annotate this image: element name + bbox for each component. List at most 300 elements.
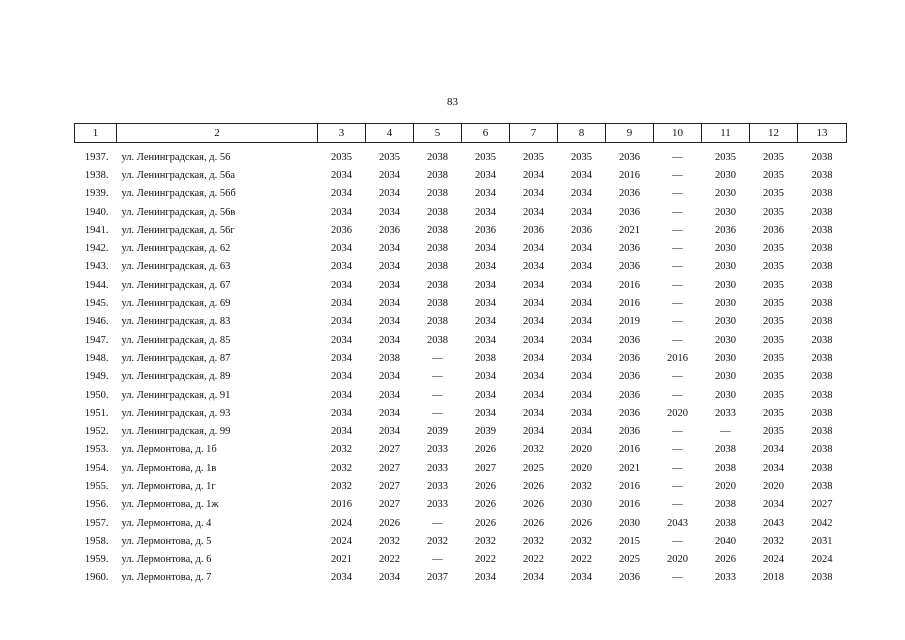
address-cell: ул. Лермонтова, д. 4 xyxy=(121,517,212,529)
table-row xyxy=(75,143,847,167)
year-cell: 2038 xyxy=(811,224,833,236)
table-row xyxy=(75,514,847,532)
year-cell: 2035 xyxy=(715,151,736,163)
year-cell: 2034 xyxy=(571,169,592,181)
year-cell: 2027 xyxy=(811,499,833,511)
year-cell: 2034 xyxy=(379,279,400,291)
table-row xyxy=(75,166,847,184)
year-cell: 2030 xyxy=(715,206,736,218)
year-cell: 2027 xyxy=(379,462,400,474)
row-number: 1953. xyxy=(84,444,109,456)
year-cell: 2038 xyxy=(427,316,448,328)
year-cell: 2018 xyxy=(763,572,784,584)
year-cell: 2038 xyxy=(811,407,833,419)
year-cell: 2033 xyxy=(427,499,448,511)
table-row xyxy=(75,532,847,550)
year-cell: 2034 xyxy=(571,371,592,383)
year-cell: 2035 xyxy=(763,188,784,200)
year-cell: 2036 xyxy=(619,188,640,200)
year-cell: 2026 xyxy=(379,517,400,529)
year-cell: 2038 xyxy=(811,261,833,273)
table-row xyxy=(75,496,847,514)
row-number: 1940. xyxy=(84,206,109,218)
year-cell: 2038 xyxy=(811,298,833,310)
year-cell: 2038 xyxy=(811,243,833,255)
year-cell: 2035 xyxy=(763,206,784,218)
year-cell: 2034 xyxy=(379,188,400,200)
address-cell: ул. Ленинградская, д. 91 xyxy=(121,389,231,401)
year-cell: 2016 xyxy=(619,279,640,291)
year-cell: 2032 xyxy=(571,535,592,547)
year-cell: 2026 xyxy=(715,554,736,566)
row-number: 1955. xyxy=(84,480,109,492)
address-cell: ул. Ленинградская, д. 87 xyxy=(121,352,231,364)
year-cell: 2026 xyxy=(475,480,496,492)
year-cell: 2027 xyxy=(379,499,400,511)
row-number: 1937. xyxy=(84,151,109,163)
address-cell: ул. Лермонтова, д. 1г xyxy=(121,480,216,492)
year-cell: 2034 xyxy=(763,444,784,456)
year-cell: 2034 xyxy=(523,389,544,401)
year-cell: 2032 xyxy=(427,535,448,547)
table-row xyxy=(75,313,847,331)
address-cell: ул. Ленинградская, д. 56 xyxy=(121,151,231,163)
year-cell: 2034 xyxy=(571,572,592,584)
year-cell: 2036 xyxy=(619,572,640,584)
year-cell: 2025 xyxy=(523,462,544,474)
address-cell: ул. Лермонтова, д. 1б xyxy=(121,444,217,456)
year-cell: 2038 xyxy=(427,169,448,181)
address-cell: ул. Ленинградская, д. 56а xyxy=(121,169,236,181)
year-cell: 2034 xyxy=(763,499,784,511)
year-cell: 2040 xyxy=(715,535,736,547)
address-cell: ул. Ленинградская, д. 56б xyxy=(121,188,236,200)
year-cell: — xyxy=(672,169,683,181)
year-cell: 2034 xyxy=(571,389,592,401)
year-cell: 2038 xyxy=(811,206,833,218)
year-cell: 2035 xyxy=(763,169,784,181)
year-cell: 2034 xyxy=(523,572,544,584)
year-cell: 2020 xyxy=(763,480,784,492)
year-cell: — xyxy=(672,206,683,218)
column-header-12: 12 xyxy=(750,124,798,143)
table-row xyxy=(75,551,847,569)
year-cell: 2036 xyxy=(331,224,352,236)
year-cell: 2033 xyxy=(715,572,736,584)
column-header-10: 10 xyxy=(654,124,702,143)
year-cell: 2034 xyxy=(523,188,544,200)
column-header-1: 1 xyxy=(75,124,117,143)
year-cell: 2034 xyxy=(475,261,496,273)
year-cell: — xyxy=(672,224,683,236)
year-cell: 2034 xyxy=(331,572,352,584)
row-number: 1943. xyxy=(84,261,109,273)
row-number: 1938. xyxy=(84,169,109,181)
year-cell: — xyxy=(432,352,443,364)
table-row xyxy=(75,294,847,312)
year-cell: 2022 xyxy=(571,554,592,566)
year-cell: 2034 xyxy=(475,279,496,291)
year-cell: 2038 xyxy=(475,352,496,364)
address-cell: ул. Ленинградская, д. 56в xyxy=(121,206,236,218)
year-cell: 2034 xyxy=(475,298,496,310)
year-cell: 2016 xyxy=(619,298,640,310)
year-cell: 2034 xyxy=(475,371,496,383)
year-cell: 2034 xyxy=(379,316,400,328)
year-cell: 2036 xyxy=(619,352,640,364)
address-cell: ул. Ленинградская, д. 63 xyxy=(121,261,231,273)
column-header-3: 3 xyxy=(318,124,366,143)
year-cell: 2035 xyxy=(763,426,784,438)
year-cell: 2038 xyxy=(811,462,833,474)
year-cell: 2038 xyxy=(427,188,448,200)
year-cell: 2034 xyxy=(475,389,496,401)
year-cell: 2032 xyxy=(475,535,496,547)
year-cell: 2026 xyxy=(571,517,592,529)
year-cell: 2034 xyxy=(475,316,496,328)
table-row xyxy=(75,404,847,422)
year-cell: 2034 xyxy=(379,334,400,346)
year-cell: — xyxy=(672,371,683,383)
year-cell: 2038 xyxy=(811,572,833,584)
year-cell: 2024 xyxy=(811,554,833,566)
year-cell: 2034 xyxy=(331,352,352,364)
address-cell: ул. Лермонтова, д. 1ж xyxy=(121,499,219,511)
table-row xyxy=(75,368,847,386)
address-cell: ул. Ленинградская, д. 69 xyxy=(121,298,231,310)
year-cell: 2030 xyxy=(715,334,736,346)
table-row xyxy=(75,239,847,257)
year-cell: 2034 xyxy=(379,371,400,383)
column-header-8: 8 xyxy=(558,124,606,143)
year-cell: 2034 xyxy=(331,169,352,181)
year-cell: 2032 xyxy=(379,535,400,547)
year-cell: 2036 xyxy=(619,261,640,273)
year-cell: 2034 xyxy=(331,243,352,255)
year-cell: 2016 xyxy=(619,480,640,492)
year-cell: 2027 xyxy=(379,480,400,492)
address-cell: ул. Лермонтова, д. 1в xyxy=(121,462,217,474)
year-cell: — xyxy=(672,151,683,163)
column-header-9: 9 xyxy=(606,124,654,143)
year-cell: 2030 xyxy=(715,389,736,401)
table-row xyxy=(75,386,847,404)
address-cell: ул. Ленинградская, д. 89 xyxy=(121,371,231,383)
year-cell: 2026 xyxy=(475,517,496,529)
year-cell: 2038 xyxy=(427,243,448,255)
year-cell: 2036 xyxy=(763,224,784,236)
year-cell: — xyxy=(432,371,443,383)
year-cell: 2035 xyxy=(763,279,784,291)
year-cell: 2032 xyxy=(331,444,352,456)
year-cell: 2034 xyxy=(523,407,544,419)
year-cell: 2036 xyxy=(619,407,640,419)
year-cell: 2016 xyxy=(619,499,640,511)
year-cell: 2038 xyxy=(811,389,833,401)
year-cell: 2035 xyxy=(331,151,352,163)
year-cell: 2038 xyxy=(427,279,448,291)
year-cell: 2034 xyxy=(379,243,400,255)
table-row xyxy=(75,185,847,203)
year-cell: — xyxy=(432,554,443,566)
table-row xyxy=(75,441,847,459)
year-cell: 2030 xyxy=(715,169,736,181)
year-cell: 2035 xyxy=(379,151,400,163)
row-number: 1958. xyxy=(84,535,109,547)
year-cell: 2032 xyxy=(331,462,352,474)
year-cell: 2038 xyxy=(811,334,833,346)
year-cell: 2034 xyxy=(523,298,544,310)
year-cell: — xyxy=(432,407,443,419)
year-cell: 2036 xyxy=(523,224,544,236)
year-cell: — xyxy=(672,316,683,328)
year-cell: 2034 xyxy=(571,334,592,346)
year-cell: 2035 xyxy=(523,151,544,163)
year-cell: 2035 xyxy=(763,407,784,419)
row-number: 1959. xyxy=(84,554,109,566)
year-cell: 2034 xyxy=(523,426,544,438)
year-cell: 2034 xyxy=(523,334,544,346)
year-cell: 2026 xyxy=(523,480,544,492)
address-cell: ул. Ленинградская, д. 83 xyxy=(121,316,231,328)
year-cell: 2036 xyxy=(619,206,640,218)
year-cell: 2038 xyxy=(811,444,833,456)
row-number: 1939. xyxy=(84,188,109,200)
year-cell: 2034 xyxy=(379,298,400,310)
year-cell: 2032 xyxy=(523,535,544,547)
table-row xyxy=(75,258,847,276)
year-cell: — xyxy=(672,298,683,310)
year-cell: 2032 xyxy=(763,535,784,547)
year-cell: 2036 xyxy=(619,389,640,401)
year-cell: 2026 xyxy=(523,499,544,511)
address-cell: ул. Ленинградская, д. 67 xyxy=(121,279,231,291)
year-cell: 2016 xyxy=(619,169,640,181)
table-row xyxy=(75,569,847,587)
year-cell: 2038 xyxy=(379,352,400,364)
row-number: 1942. xyxy=(84,243,109,255)
year-cell: 2032 xyxy=(523,444,544,456)
header-row xyxy=(75,124,847,143)
year-cell: 2034 xyxy=(331,279,352,291)
year-cell: 2035 xyxy=(571,151,592,163)
year-cell: 2034 xyxy=(331,334,352,346)
year-cell: 2034 xyxy=(475,169,496,181)
year-cell: 2036 xyxy=(715,224,736,236)
year-cell: 2034 xyxy=(331,261,352,273)
year-cell: 2033 xyxy=(427,444,448,456)
address-cell: ул. Ленинградская, д. 99 xyxy=(121,426,231,438)
year-cell: 2034 xyxy=(475,407,496,419)
row-number: 1949. xyxy=(84,371,109,383)
table-row xyxy=(75,221,847,239)
year-cell: 2022 xyxy=(475,554,496,566)
year-cell: 2036 xyxy=(619,426,640,438)
year-cell: 2038 xyxy=(427,206,448,218)
column-header-7: 7 xyxy=(510,124,558,143)
year-cell: 2038 xyxy=(811,352,833,364)
year-cell: 2034 xyxy=(523,206,544,218)
year-cell: 2034 xyxy=(331,206,352,218)
year-cell: 2034 xyxy=(331,426,352,438)
year-cell: 2038 xyxy=(811,371,833,383)
year-cell: 2034 xyxy=(379,169,400,181)
year-cell: 2027 xyxy=(379,444,400,456)
year-cell: 2039 xyxy=(475,426,496,438)
year-cell: — xyxy=(432,517,443,529)
row-number: 1944. xyxy=(84,279,109,291)
year-cell: 2034 xyxy=(523,169,544,181)
row-number: 1946. xyxy=(84,316,109,328)
year-cell: 2034 xyxy=(763,462,784,474)
column-header-2: 2 xyxy=(117,124,318,143)
year-cell: 2036 xyxy=(379,224,400,236)
year-cell: 2020 xyxy=(667,554,688,566)
row-number: 1952. xyxy=(84,426,109,438)
year-cell: 2034 xyxy=(571,352,592,364)
row-number: 1947. xyxy=(84,334,109,346)
address-cell: ул. Лермонтова, д. 5 xyxy=(121,535,212,547)
table-body xyxy=(75,143,847,588)
table-row xyxy=(75,276,847,294)
year-cell: 2030 xyxy=(715,279,736,291)
year-cell: 2035 xyxy=(763,151,784,163)
year-cell: 2034 xyxy=(379,572,400,584)
schedule-table xyxy=(74,123,847,587)
year-cell: 2034 xyxy=(571,298,592,310)
row-number: 1950. xyxy=(84,389,109,401)
year-cell: — xyxy=(672,499,683,511)
year-cell: 2035 xyxy=(475,151,496,163)
year-cell: 2039 xyxy=(427,426,448,438)
year-cell: 2034 xyxy=(523,371,544,383)
year-cell: 2038 xyxy=(715,462,736,474)
year-cell: 2034 xyxy=(331,389,352,401)
year-cell: 2043 xyxy=(667,517,688,529)
year-cell: 2038 xyxy=(427,298,448,310)
year-cell: 2026 xyxy=(523,517,544,529)
year-cell: 2036 xyxy=(475,224,496,236)
row-number: 1956. xyxy=(84,499,109,511)
row-number: 1951. xyxy=(84,407,109,419)
year-cell: 2024 xyxy=(331,535,352,547)
year-cell: 2035 xyxy=(763,298,784,310)
table-header xyxy=(75,124,847,143)
table-row xyxy=(75,203,847,221)
year-cell: 2030 xyxy=(715,352,736,364)
year-cell: 2034 xyxy=(379,407,400,419)
year-cell: 2038 xyxy=(811,151,833,163)
year-cell: — xyxy=(672,480,683,492)
year-cell: 2022 xyxy=(379,554,400,566)
schedule-table-container xyxy=(74,123,846,587)
year-cell: 2036 xyxy=(619,334,640,346)
year-cell: 2034 xyxy=(331,316,352,328)
year-cell: 2034 xyxy=(523,243,544,255)
year-cell: 2022 xyxy=(523,554,544,566)
year-cell: 2025 xyxy=(619,554,640,566)
year-cell: 2034 xyxy=(523,352,544,364)
year-cell: 2034 xyxy=(571,261,592,273)
year-cell: 2034 xyxy=(379,261,400,273)
year-cell: 2034 xyxy=(571,188,592,200)
year-cell: 2020 xyxy=(571,462,592,474)
year-cell: 2030 xyxy=(715,261,736,273)
year-cell: 2038 xyxy=(811,316,833,328)
year-cell: 2032 xyxy=(331,480,352,492)
row-number: 1957. xyxy=(84,517,109,529)
row-number: 1954. xyxy=(84,462,109,474)
year-cell: 2038 xyxy=(427,224,448,236)
year-cell: 2019 xyxy=(619,316,640,328)
year-cell: — xyxy=(720,426,731,438)
year-cell: 2035 xyxy=(763,316,784,328)
year-cell: 2034 xyxy=(523,316,544,328)
row-number: 1945. xyxy=(84,298,109,310)
page-number: 83 xyxy=(447,96,458,108)
year-cell: 2036 xyxy=(619,243,640,255)
year-cell: 2030 xyxy=(571,499,592,511)
row-number: 1941. xyxy=(84,224,109,236)
year-cell: 2016 xyxy=(619,444,640,456)
year-cell: 2020 xyxy=(715,480,736,492)
year-cell: 2024 xyxy=(763,554,784,566)
table-row xyxy=(75,477,847,495)
year-cell: 2034 xyxy=(475,206,496,218)
year-cell: 2030 xyxy=(619,517,640,529)
year-cell: 2036 xyxy=(571,224,592,236)
address-cell: ул. Ленинградская, д. 85 xyxy=(121,334,231,346)
column-header-4: 4 xyxy=(366,124,414,143)
year-cell: 2034 xyxy=(571,243,592,255)
year-cell: 2038 xyxy=(811,169,833,181)
year-cell: 2020 xyxy=(667,407,688,419)
year-cell: 2034 xyxy=(571,206,592,218)
year-cell: 2021 xyxy=(331,554,352,566)
year-cell: 2038 xyxy=(427,261,448,273)
table-row xyxy=(75,422,847,440)
address-cell: ул. Ленинградская, д. 93 xyxy=(121,407,231,419)
year-cell: 2038 xyxy=(715,444,736,456)
year-cell: 2015 xyxy=(619,535,640,547)
year-cell: 2036 xyxy=(619,371,640,383)
year-cell: 2035 xyxy=(763,334,784,346)
year-cell: 2030 xyxy=(715,371,736,383)
year-cell: 2034 xyxy=(571,316,592,328)
row-number: 1960. xyxy=(84,572,109,584)
year-cell: 2034 xyxy=(331,371,352,383)
year-cell: 2034 xyxy=(523,279,544,291)
year-cell: 2034 xyxy=(571,279,592,291)
address-cell: ул. Ленинградская, д. 56г xyxy=(121,224,235,236)
year-cell: 2031 xyxy=(811,535,833,547)
year-cell: 2033 xyxy=(715,407,736,419)
year-cell: 2034 xyxy=(379,426,400,438)
year-cell: — xyxy=(672,462,683,474)
column-header-13: 13 xyxy=(798,124,847,143)
year-cell: 2035 xyxy=(763,243,784,255)
year-cell: 2034 xyxy=(475,188,496,200)
year-cell: 2037 xyxy=(427,572,448,584)
year-cell: 2034 xyxy=(475,572,496,584)
year-cell: 2030 xyxy=(715,298,736,310)
year-cell: 2038 xyxy=(715,517,736,529)
year-cell: 2030 xyxy=(715,316,736,328)
year-cell: 2030 xyxy=(715,188,736,200)
address-cell: ул. Лермонтова, д. 6 xyxy=(121,554,212,566)
year-cell: 2034 xyxy=(331,298,352,310)
year-cell: 2034 xyxy=(379,389,400,401)
